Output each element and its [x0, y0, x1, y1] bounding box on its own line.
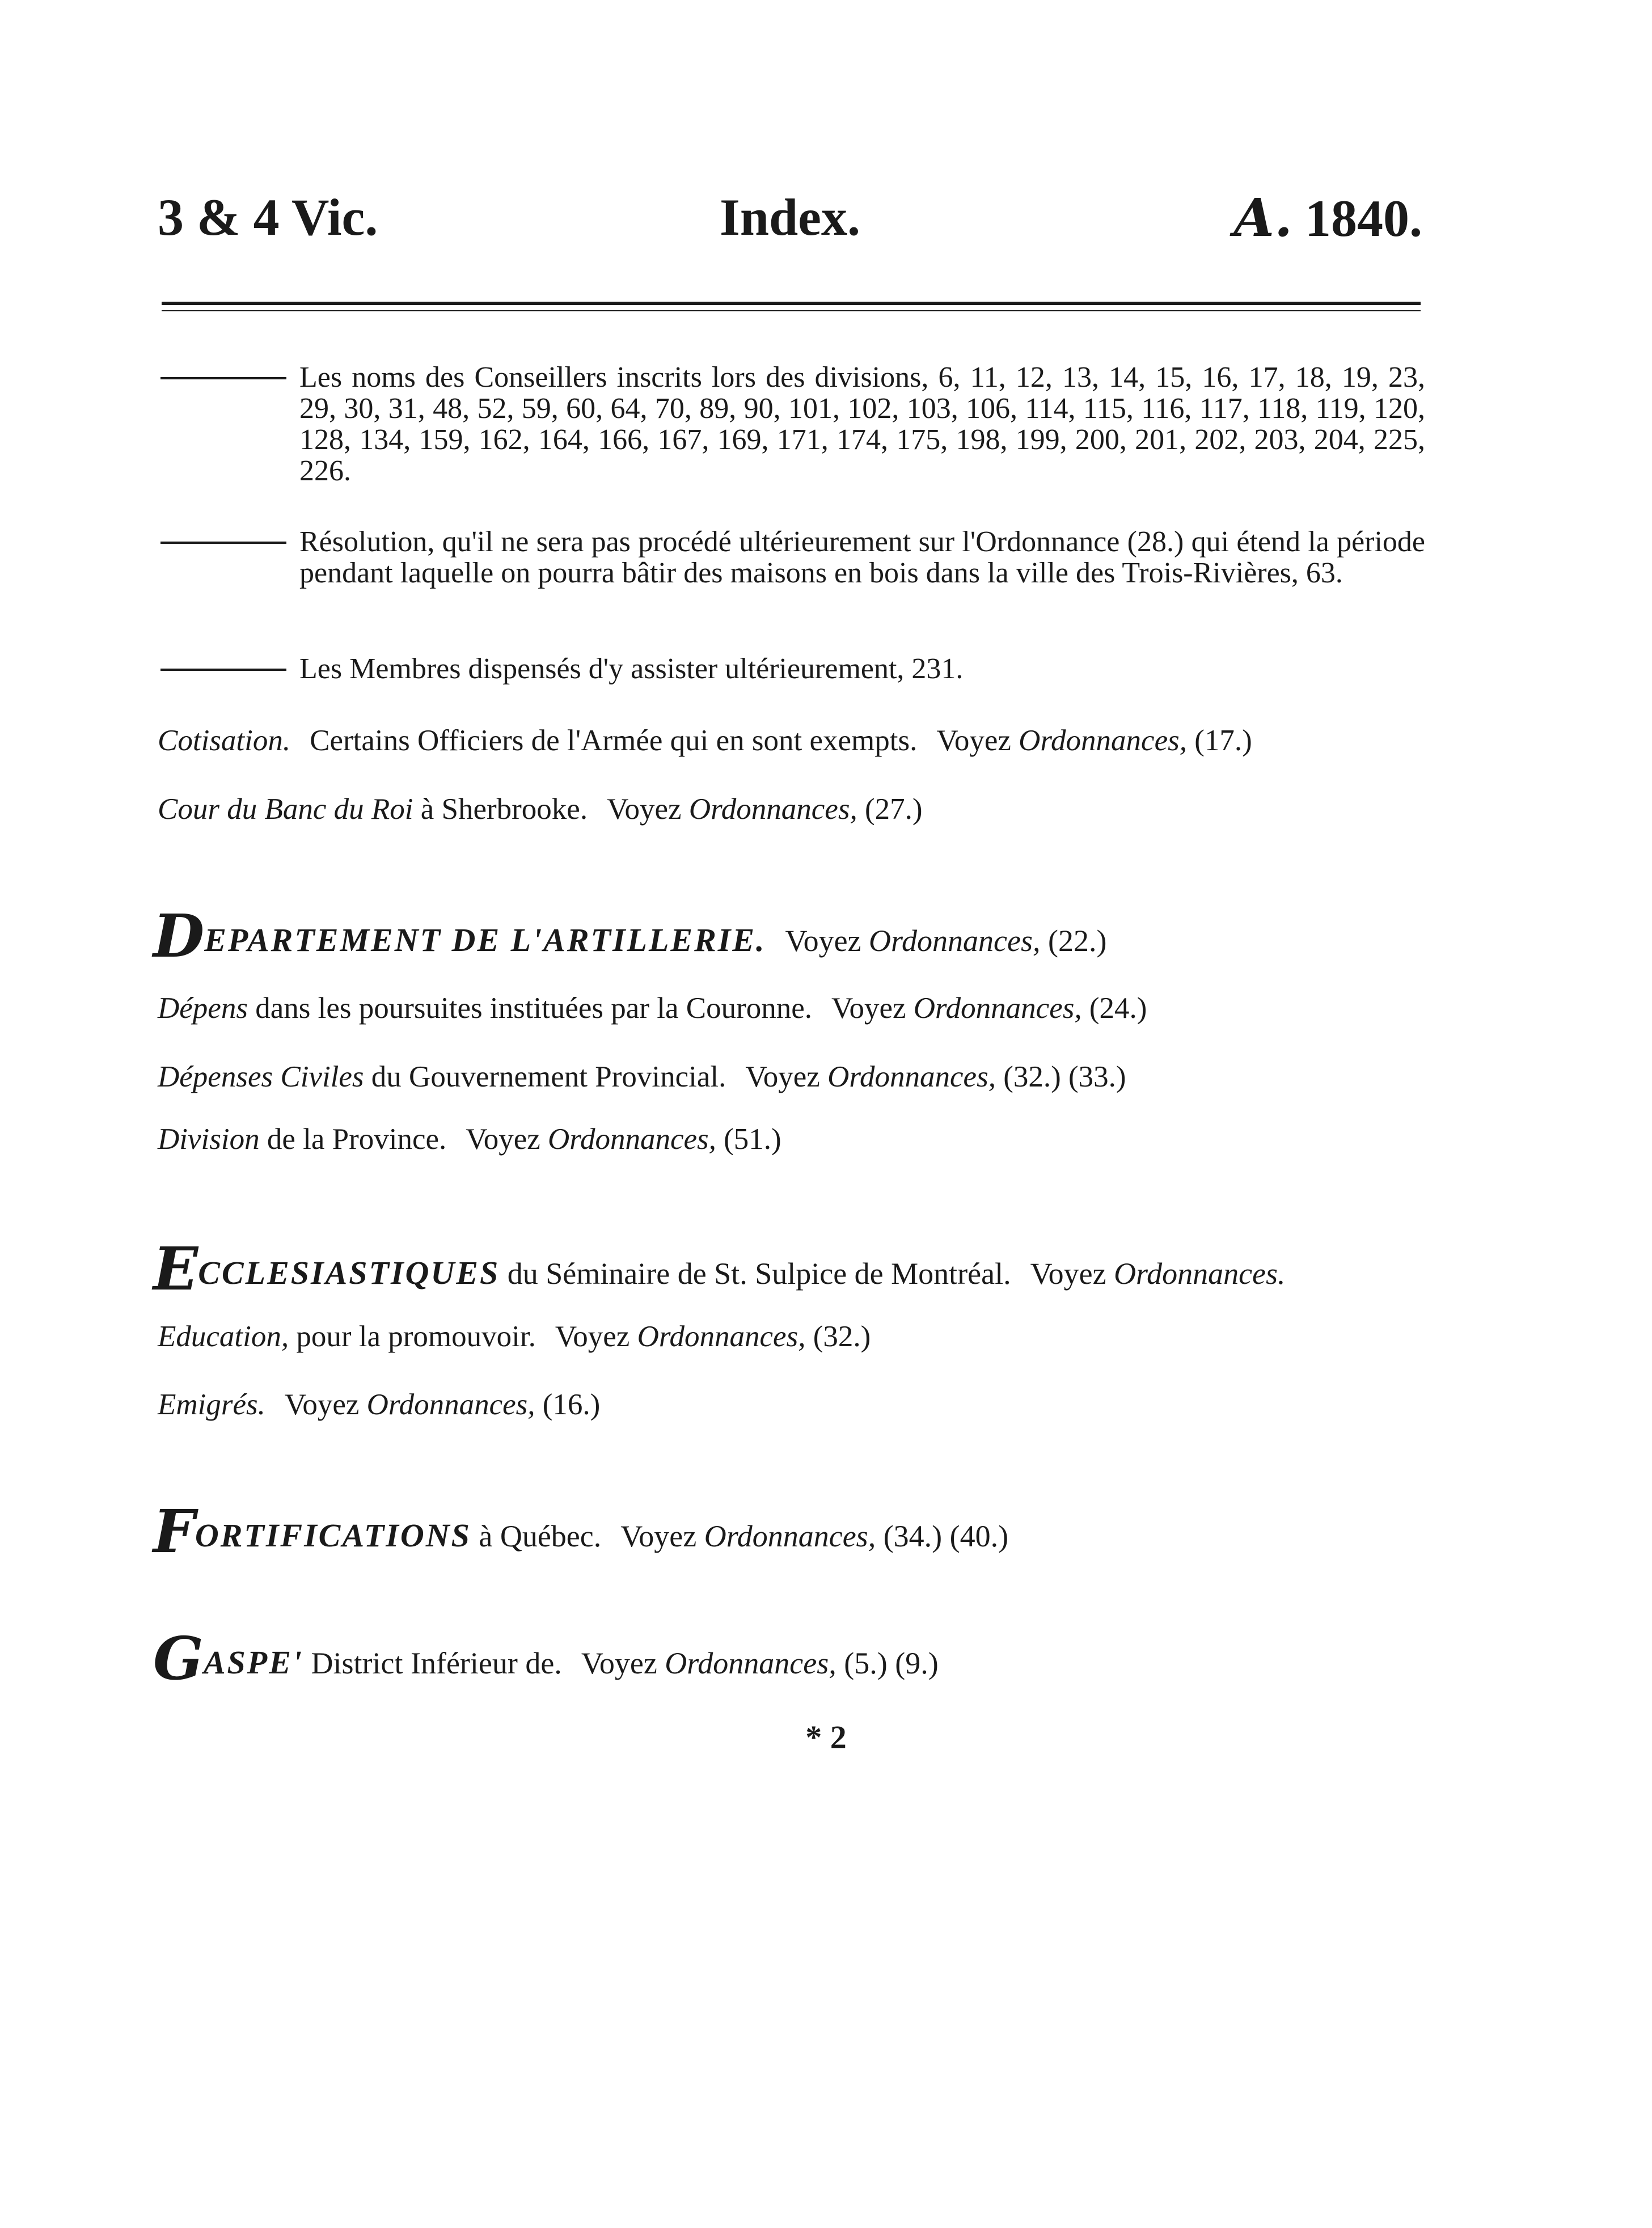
entry-term: Cour du Banc du Roi [158, 793, 413, 826]
entry-reference: Ordonnances, [913, 992, 1082, 1025]
header-title: Index. [720, 188, 860, 246]
entry-term: Dépenses Civiles [158, 1060, 364, 1093]
entry-reference: Ordonnances, [548, 1123, 716, 1156]
entry-numbers: (51.) [724, 1123, 781, 1156]
entry-reference: Ordonnances, [1019, 724, 1187, 757]
page-header [158, 187, 1422, 255]
entry-heading: CCLESIASTIQUES [198, 1254, 500, 1291]
entry-text: du Gouvernement Provincial. [371, 1060, 726, 1093]
entry-numbers: (34.) (40.) [883, 1519, 1009, 1553]
entry-reference: Ordonnances, [665, 1646, 836, 1680]
subentry-text: Résolution, qu'il ne sera pas procédé ultérieurement sur l'Ordonnance (28.) qui étend la période pendant laquelle on pourra bâtir des maisons en bois dans la ville des Trois-Rivières, 63. [299, 526, 1425, 589]
entry-heading: ASPE' [203, 1644, 303, 1681]
entry-text: à Sherbrooke. [420, 793, 588, 826]
entry-text: à Québec. [479, 1519, 602, 1553]
subentry-membres-dispenses [160, 653, 1425, 684]
subentry-text: Les Membres dispensés d'y assister ultérieurement, 231. [299, 653, 964, 685]
entry-reference: Ordonnances, [869, 924, 1041, 958]
entry-emigres [158, 1387, 1428, 1422]
entry-numbers: (22.) [1047, 924, 1107, 958]
entry-numbers: (27.) [864, 793, 923, 826]
entry-division [158, 1122, 1428, 1157]
signature-mark: * 2 [805, 1719, 847, 1756]
entry-text: du Séminaire de St. Sulpice de Montréal. [507, 1257, 1011, 1291]
entry-reference: Ordonnances, [688, 793, 857, 826]
entry-cotisation [158, 723, 1428, 758]
header-rule-thick [162, 302, 1421, 305]
subentry-noms-conseillers [160, 362, 1425, 487]
section-initial-e: E [153, 1234, 198, 1304]
voyez-label: Voyez [936, 724, 1011, 757]
header-year [1234, 187, 1422, 248]
em-dash-rule [160, 669, 286, 671]
entry-reference: Ordonnances, [637, 1320, 806, 1353]
entry-term: Cotisation. [158, 724, 291, 757]
entry-heading: ORTIFICATIONS [195, 1517, 471, 1554]
voyez-label: Voyez [1030, 1257, 1106, 1291]
em-dash-rule [160, 542, 286, 544]
entry-depens [158, 991, 1428, 1026]
entry-depenses-civiles [158, 1059, 1428, 1094]
entry-cour-du-banc [158, 792, 1428, 827]
entry-term: Division [158, 1123, 260, 1156]
subentry-text: Les noms des Conseillers inscrits lors des divisions, 6, 11, 12, 13, 14, 15, 16, 17, 18, 19, 23, 29, 30, 31, 48, 52, 59, 60, 64, 70, 89, 90, 101, 102, 103, 106, 114, 115, 116, 117, 118, 119, 120, 128, 134, 159, 162, 164, 166, 167, 169, 171, 174, 175, 198, 199, 200, 201, 202, 203, 204, 225, 226. [299, 361, 1425, 487]
entry-numbers: (24.) [1089, 992, 1147, 1025]
entry-gaspe [153, 1624, 1429, 1694]
voyez-label: Voyez [466, 1123, 540, 1156]
entry-numbers: (16.) [542, 1388, 601, 1421]
voyez-label: Voyez [607, 793, 682, 826]
entry-reference: Ordonnances, [704, 1519, 876, 1553]
header-regnal-year: 3 & 4 Vic. [158, 188, 378, 246]
voyez-label: Voyez [284, 1388, 360, 1421]
entry-term: Emigrés. [158, 1388, 265, 1421]
section-initial-f: F [153, 1496, 195, 1566]
entry-text: Certains Officiers de l'Armée qui en sont exempts. [310, 724, 918, 757]
entry-numbers: (32.) [813, 1320, 871, 1353]
entry-text: pour la promouvoir. [296, 1320, 536, 1353]
subentry-resolution [160, 526, 1425, 589]
header-anno-letter: A. [1233, 187, 1292, 248]
entry-numbers: (17.) [1194, 724, 1252, 757]
voyez-label: Voyez [620, 1519, 697, 1553]
section-initial-d: D [153, 901, 205, 971]
voyez-label: Voyez [581, 1646, 657, 1680]
entry-reference: Ordonnances, [827, 1060, 996, 1093]
entry-education [158, 1319, 1428, 1354]
entry-ecclesiastiques [153, 1234, 1429, 1305]
entry-text: dans les poursuites instituées par la Couronne. [255, 992, 812, 1025]
section-initial-g: G [153, 1624, 204, 1693]
entry-term: Education, [158, 1320, 289, 1353]
entry-text: District Inférieur de. [311, 1646, 562, 1680]
entry-term: Dépens [158, 992, 248, 1025]
entry-text: de la Province. [267, 1123, 447, 1156]
voyez-label: Voyez [555, 1320, 630, 1353]
entry-departement-artillerie [153, 901, 1429, 972]
header-rule-thin [162, 310, 1421, 311]
voyez-label: Voyez [831, 992, 906, 1025]
entry-heading: EPARTEMENT DE L'ARTILLERIE. [204, 921, 766, 958]
header-year-number: 1840. [1305, 189, 1422, 247]
voyez-label: Voyez [785, 924, 861, 958]
entry-fortifications [153, 1496, 1429, 1567]
entry-reference: Ordonnances, [366, 1388, 535, 1421]
entry-numbers: (5.) (9.) [844, 1646, 939, 1680]
voyez-label: Voyez [745, 1060, 820, 1093]
em-dash-rule [160, 377, 286, 379]
entry-numbers: (32.) (33.) [1003, 1060, 1126, 1093]
entry-reference: Ordonnances. [1114, 1257, 1286, 1291]
